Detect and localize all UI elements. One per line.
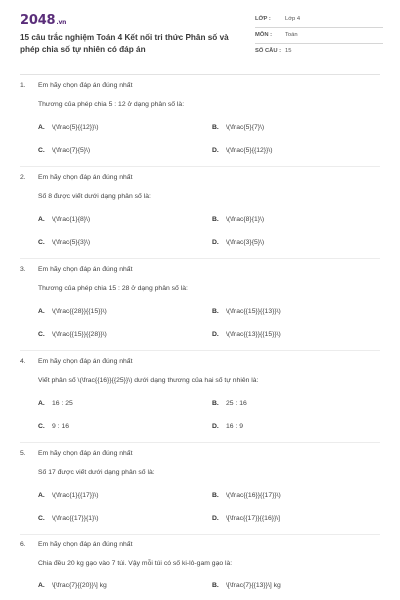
option-label: C.	[38, 423, 45, 430]
option-text: \(\frac{{28}}{{15}}\)	[52, 308, 107, 315]
meta-info	[255, 12, 383, 60]
option-label: B.	[212, 492, 219, 499]
meta-key: MÔN :	[255, 32, 273, 38]
option-label: C.	[38, 515, 45, 522]
option-c[interactable]	[38, 423, 69, 430]
meta-row-class	[255, 12, 383, 28]
question-instruction: Em hãy chọn đáp án đúng nhất	[38, 174, 133, 181]
option-a[interactable]	[38, 216, 90, 223]
option-text: 9 : 16	[52, 423, 70, 430]
question-instruction: Em hãy chọn đáp án đúng nhất	[38, 358, 133, 365]
option-label: A.	[38, 400, 45, 407]
option-c[interactable]	[38, 331, 107, 338]
option-d[interactable]	[212, 147, 272, 154]
question-divider	[20, 350, 380, 351]
question-instruction: Em hãy chọn đáp án đúng nhất	[38, 266, 133, 273]
option-text: \(\frac{{17}}{1}\)	[52, 515, 99, 522]
option-label: A.	[38, 216, 45, 223]
document-title: 15 câu trắc nghiệm Toán 4 Kết nối tri thức Phân số và phép chia số tự nhiên có đáp án	[20, 33, 229, 54]
option-text: \(\frac{5}{7}\)	[226, 124, 265, 131]
question-text: Thương của phép chia 5 : 12 ở dạng phân số là:	[38, 101, 185, 108]
question-instruction: Em hãy chọn đáp án đúng nhất	[38, 541, 133, 548]
option-b[interactable]	[212, 308, 281, 315]
option-a[interactable]	[38, 582, 107, 589]
option-label: B.	[212, 216, 219, 223]
question-divider	[20, 534, 380, 535]
option-a[interactable]	[38, 400, 73, 407]
option-text: \(\frac{5}{3}\)	[52, 239, 91, 246]
meta-key: SỐ CÂU :	[255, 48, 282, 54]
option-a[interactable]	[38, 308, 107, 315]
option-label: C.	[38, 331, 45, 338]
option-text: \(\frac{{15}}{{28}}\)	[52, 331, 107, 338]
option-text: \(\frac{{13}}{{15}}\)	[226, 331, 281, 338]
option-label: D.	[212, 331, 219, 338]
question-number: 2.	[20, 174, 26, 181]
meta-value: Toán	[285, 32, 298, 38]
question-text: Số 17 được viết dưới dạng phân số là:	[38, 469, 155, 476]
option-text: \[\frac{7}{{13}}\] kg	[226, 582, 281, 589]
question-divider	[20, 442, 380, 443]
option-label: A.	[38, 582, 45, 589]
option-text: \(\frac{8}{1}\)	[226, 216, 265, 223]
option-text: 16 : 25	[52, 400, 73, 407]
option-text: \(\frac{1}{8}\)	[52, 216, 91, 223]
meta-key: LỚP :	[255, 16, 271, 22]
option-d[interactable]	[212, 331, 281, 338]
option-label: B.	[212, 582, 219, 589]
option-text: \(\frac{5}{{12}}\)	[226, 147, 273, 154]
option-b[interactable]	[212, 492, 281, 499]
site-logo[interactable]	[20, 13, 66, 28]
option-label: D.	[212, 147, 219, 154]
option-text: \(\frac{3}{5}\)	[226, 239, 265, 246]
question-divider	[20, 258, 380, 259]
meta-row-subject	[255, 28, 383, 44]
option-c[interactable]	[38, 147, 90, 154]
question-text: Chia đều 20 kg gạo vào 7 túi. Vậy mỗi túi có số ki-lô-gam gạo là:	[38, 560, 233, 567]
option-c[interactable]	[38, 515, 98, 522]
option-d[interactable]	[212, 515, 280, 522]
question-number: 5.	[20, 450, 26, 457]
question-instruction: Em hãy chọn đáp án đúng nhất	[38, 450, 133, 457]
option-text: 16 : 9	[226, 423, 244, 430]
option-text: \[\frac{{17}}{{16}}\]	[226, 515, 281, 522]
option-label: C.	[38, 239, 45, 246]
option-d[interactable]	[212, 239, 264, 246]
option-text: \(\frac{7}{5}\)	[52, 147, 91, 154]
option-label: C.	[38, 147, 45, 154]
option-a[interactable]	[38, 492, 98, 499]
question-number: 4.	[20, 358, 26, 365]
meta-row-count	[255, 44, 383, 60]
logo-suffix: .vn	[56, 19, 67, 26]
option-label: B.	[212, 124, 219, 131]
question-text: Số 8 được viết dưới dạng phân số là:	[38, 193, 151, 200]
option-b[interactable]	[212, 400, 247, 407]
option-b[interactable]	[212, 216, 264, 223]
option-a[interactable]	[38, 124, 98, 131]
meta-value: 15	[285, 48, 292, 54]
meta-value: Lớp 4	[285, 16, 301, 22]
option-c[interactable]	[38, 239, 90, 246]
question-text: Viết phân số \(\frac{{16}}{{25}}\) dưới dạng thương của hai số tự nhiên là:	[38, 377, 259, 384]
question-number: 3.	[20, 266, 26, 273]
logo-text: 2048	[20, 13, 56, 28]
header-divider	[20, 74, 380, 75]
option-b[interactable]	[212, 124, 264, 131]
question-divider	[20, 166, 380, 167]
question-instruction: Em hãy chọn đáp án đúng nhất	[38, 82, 133, 89]
question-number: 6.	[20, 541, 26, 548]
option-b[interactable]	[212, 582, 281, 589]
option-text: 25 : 16	[226, 400, 247, 407]
option-text: \(\frac{{15}}{{13}}\)	[226, 308, 281, 315]
option-label: D.	[212, 515, 219, 522]
option-d[interactable]	[212, 423, 243, 430]
option-text: \(\frac{{16}}{{17}}\)	[226, 492, 281, 499]
option-text: \(\frac{1}{{17}}\)	[52, 492, 99, 499]
option-label: D.	[212, 239, 219, 246]
option-text: \[\frac{7}{{20}}\] kg	[52, 582, 107, 589]
option-label: A.	[38, 124, 45, 131]
option-label: A.	[38, 308, 45, 315]
question-text: Thương của phép chia 15 : 28 ở dạng phân số là:	[38, 285, 188, 292]
option-text: \(\frac{5}{{12}}\)	[52, 124, 99, 131]
question-number: 1.	[20, 82, 26, 89]
option-label: B.	[212, 400, 219, 407]
document-header	[0, 0, 400, 68]
option-label: B.	[212, 308, 219, 315]
option-label: D.	[212, 423, 219, 430]
option-label: A.	[38, 492, 45, 499]
